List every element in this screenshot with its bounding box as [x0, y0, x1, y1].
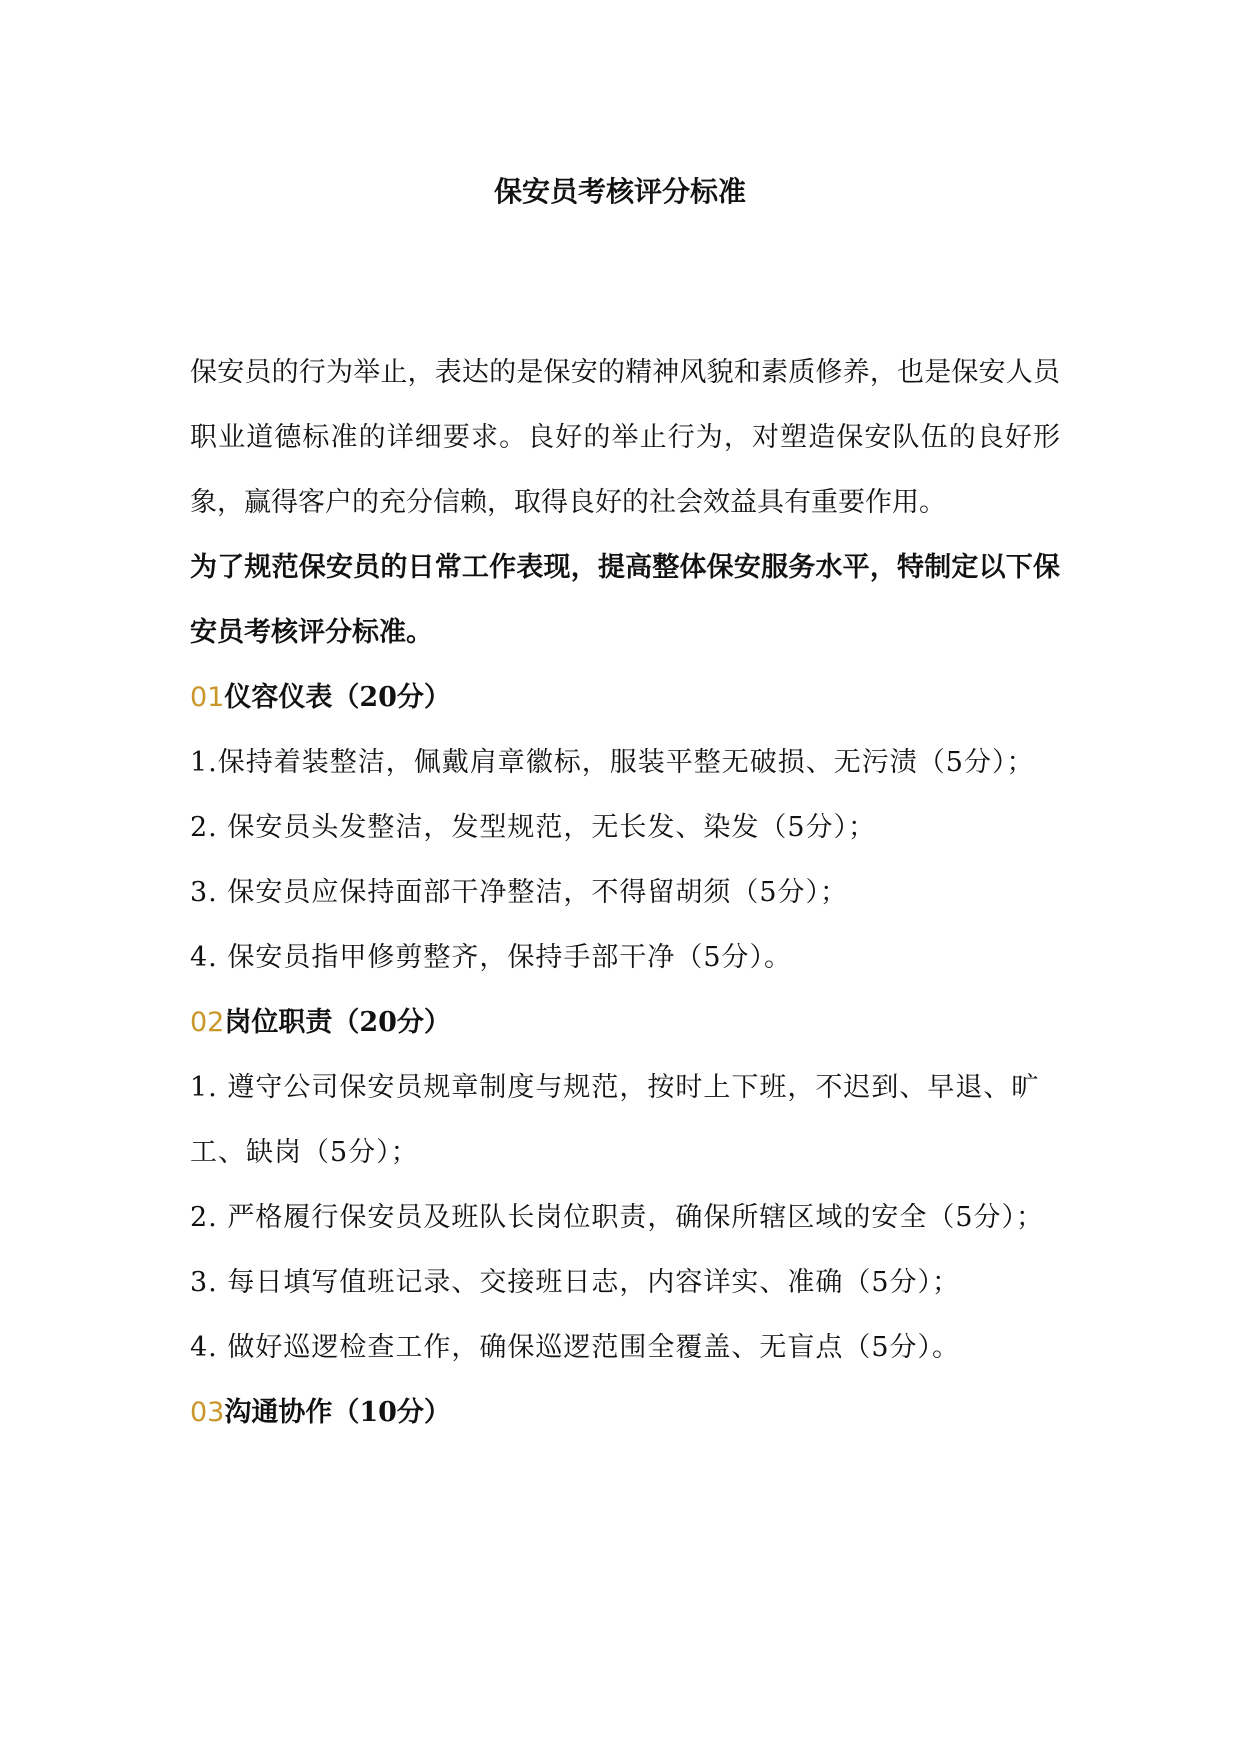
list-item: 3. 每日填写值班记录、交接班日志，内容详实、准确（5分）；	[190, 1267, 961, 1298]
section-1	[190, 665, 1060, 990]
section-title: 沟通协作（10分）	[224, 1397, 451, 1428]
document-title: 保安员考核评分标准	[493, 175, 746, 208]
purpose-paragraph: 为了规范保安员的日常工作表现，提高整体保安服务水平，特制定以下保安员考核评分标准。	[190, 552, 1060, 648]
section-heading	[190, 1380, 1060, 1445]
section-2	[190, 990, 1060, 1380]
section-number: 01	[190, 682, 225, 713]
section-number: 02	[190, 1007, 225, 1038]
document-body	[190, 340, 1060, 1445]
section-heading	[190, 990, 1060, 1055]
section-3	[190, 1380, 1060, 1445]
intro-paragraph: 保安员的行为举止，表达的是保安的精神风貌和素质修养，也是保安人员职业道德标准的详细要求。良好的举止行为，对塑造保安队伍的良好形象，赢得客户的充分信赖，取得良好的社会效益具有重要作用。	[190, 357, 1060, 518]
list-item: 2. 严格履行保安员及班队长岗位职责，确保所辖区域的安全（5分）；	[190, 1202, 1045, 1233]
list-item: 4. 保安员指甲修剪整齐，保持手部干净（5分）。	[190, 942, 793, 973]
list-item: 3. 保安员应保持面部干净整洁，不得留胡须（5分）；	[190, 877, 849, 908]
section-number: 03	[190, 1397, 225, 1428]
list-item: 1. 遵守公司保安员规章制度与规范，按时上下班，不迟到、早退、旷工、缺岗（5分）；	[190, 1072, 1040, 1168]
section-title: 岗位职责（20分）	[224, 1007, 451, 1038]
section-title: 仪容仪表（20分）	[224, 682, 451, 713]
list-item: 1.保持着装整洁，佩戴肩章徽标，服装平整无破损、无污渍（5分）；2. 保安员头发整洁，发型规范，无长发、染发（5分）；	[190, 747, 1035, 843]
list-item: 4. 做好巡逻检查工作，确保巡逻范围全覆盖、无盲点（5分）。	[190, 1332, 961, 1363]
section-heading	[190, 665, 1060, 730]
